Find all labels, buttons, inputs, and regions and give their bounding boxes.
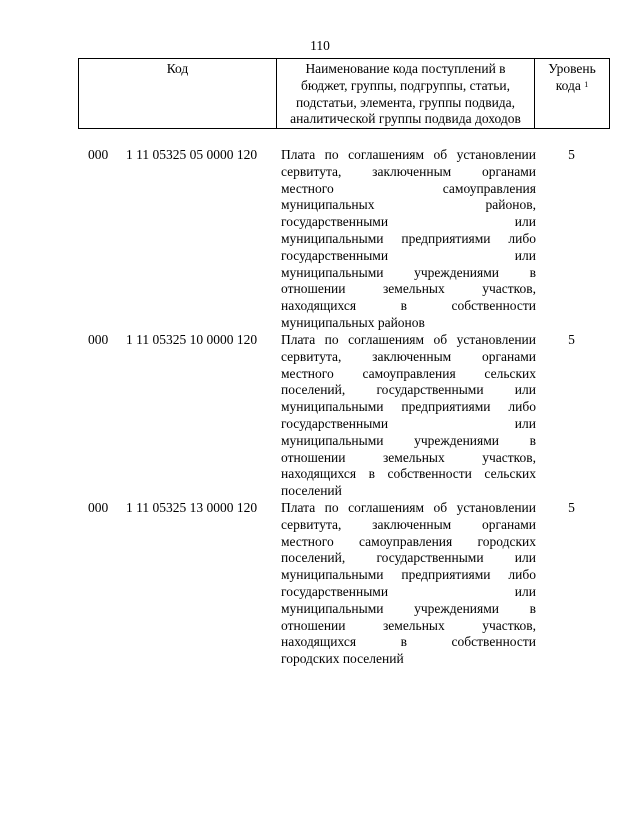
header-name-line: Наименование кода поступлений в (305, 61, 506, 76)
revenue-code: 1 11 05325 13 0000 120 (126, 500, 258, 515)
description-line: государственными или (281, 583, 536, 599)
description-line: муниципальными предприятиями либо (281, 399, 536, 415)
header-level-line: кода (555, 77, 581, 93)
description-line: муниципальных районов, (281, 197, 536, 213)
description-line: муниципальными учреждениями в (281, 432, 536, 448)
revenue-code: 1 11 05325 05 0000 120 (126, 147, 258, 162)
description-line: поселений, государственными или (281, 382, 536, 398)
description-line: сервитута, заключенным органами (281, 163, 536, 179)
description-line: сервитута, заключенным органами (281, 516, 536, 532)
description-line: отношении земельных участков, (281, 617, 536, 633)
header-name-line: подстатьи, элемента, группы подвида, (295, 94, 516, 110)
description-line: муниципальными учреждениями в (281, 600, 536, 616)
admin-code: 000 (88, 500, 109, 515)
description-line: муниципальными предприятиями либо (281, 230, 536, 246)
description-line: Плата по соглашениям об установлении (281, 332, 536, 347)
description-line: поселений (281, 483, 342, 499)
description-line: городских поселений (281, 651, 404, 667)
admin-code: 000 (88, 147, 109, 162)
header-code-cell (79, 59, 277, 129)
description-line: отношении земельных участков, (281, 281, 536, 297)
footnote-marker: 1 (584, 79, 589, 89)
header-level-cell (535, 59, 610, 129)
description-line: муниципальными предприятиями либо (281, 567, 536, 583)
revenue-description (281, 500, 536, 668)
description-line: государственными или (281, 415, 536, 431)
code-level: 5 (568, 500, 575, 515)
header-name-line: бюджет, группы, подгруппы, статьи, (301, 77, 510, 93)
revenue-description (281, 332, 536, 500)
header-name-cell (277, 59, 535, 129)
description-line: государственными или (281, 214, 536, 230)
code-level: 5 (568, 332, 575, 347)
description-line: Плата по соглашениям об установлении (281, 500, 536, 515)
header-code: Код (166, 61, 189, 76)
description-line: государственными или (281, 247, 536, 263)
page-number: 110 (310, 38, 330, 53)
description-line: находящихся в собственности (281, 634, 536, 650)
description-line: местного самоуправления сельских (281, 365, 536, 381)
description-line: находящихся в собственности (281, 298, 536, 314)
description-line: отношении земельных участков, (281, 449, 536, 465)
description-line: поселений, государственными или (281, 550, 536, 566)
code-level: 5 (568, 147, 575, 162)
header-name-line: аналитической группы подвида доходов (290, 111, 521, 127)
header-level-line: Уровень (548, 61, 596, 76)
description-line: местного самоуправления (281, 180, 536, 196)
description-line: муниципальных районов (281, 314, 425, 330)
table-header (78, 58, 610, 129)
description-line: местного самоуправления городских (281, 533, 536, 549)
description-line: Плата по соглашениям об установлении (281, 147, 536, 162)
description-line: сервитута, заключенным органами (281, 348, 536, 364)
admin-code: 000 (88, 332, 109, 347)
description-line: муниципальными учреждениями в (281, 264, 536, 280)
revenue-description (281, 147, 536, 332)
description-line: находящихся в собственности сельских (281, 466, 536, 482)
revenue-code: 1 11 05325 10 0000 120 (126, 332, 258, 347)
